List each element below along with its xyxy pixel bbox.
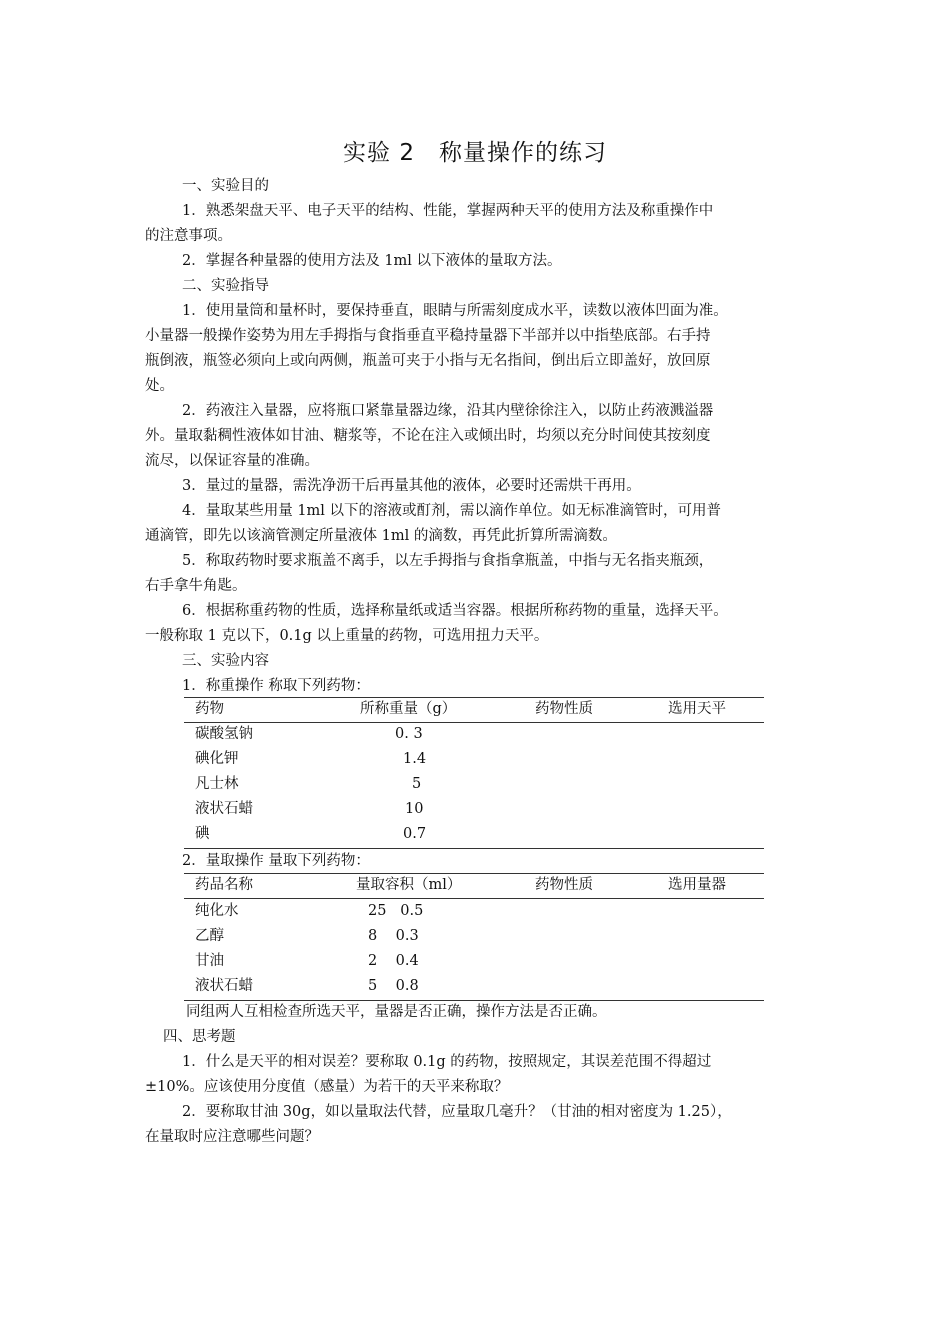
- text-line: 瓶倒液，瓶签必须向上或向两侧，瓶盖可夹于小指与无名指间，倒出后立即盖好，放回原: [145, 353, 711, 369]
- table-header-cell: 选用量器: [668, 877, 726, 893]
- table-cell: 碘化钾: [195, 751, 239, 767]
- section-heading-content: 三、实验内容: [182, 653, 269, 669]
- table-cell: 10: [405, 801, 424, 817]
- text-line: 在量取时应注意哪些问题？: [145, 1129, 319, 1145]
- page-title: 实验 2 称量操作的练习: [343, 140, 607, 166]
- table-header-cell: 选用天平: [668, 701, 726, 717]
- paragraph: [145, 199, 820, 249]
- text-line: 5．称取药物时要求瓶盖不离手，以左手拇指与食指拿瓶盖，中指与无名指夹瓶颈，: [182, 553, 714, 569]
- table-header-cell: 药物性质: [535, 701, 593, 717]
- table-cell: 0. 3: [395, 726, 423, 742]
- text-line: 1．什么是天平的相对误差？要称取 0.1g 的药物，按照规定，其误差范围不得超过: [182, 1054, 712, 1070]
- table-cell: 液状石蜡: [195, 801, 253, 817]
- table-cell: 碳酸氢钠: [195, 726, 253, 742]
- paragraph: [145, 1100, 820, 1150]
- text-line: 2．要称取甘油 30g，如以量取法代替，应量取几毫升？（甘油的相对密度为 1.25），: [182, 1104, 732, 1120]
- text-line: 2．掌握各种量器的使用方法及 1ml 以下液体的量取方法。: [182, 253, 562, 269]
- section-heading-questions: 四、思考题: [163, 1029, 236, 1045]
- text-line: 1．使用量筒和量杯时，要保持垂直，眼睛与所需刻度成水平，读数以液体凹面为准。: [182, 303, 728, 319]
- paragraph: [145, 249, 820, 274]
- table-cell: 凡士林: [195, 776, 239, 792]
- table-note: 同组两人互相检查所选天平，量器是否正确，操作方法是否正确。: [186, 1004, 607, 1020]
- text-line: 外。量取黏稠性液体如甘油、糖浆等，不论在注入或倾出时，均须以充分时间使其按刻度: [145, 428, 711, 444]
- text-line: 3．量过的量器，需洗净沥干后再量其他的液体，必要时还需烘干再用。: [182, 478, 641, 494]
- text-line: 处。: [145, 378, 174, 394]
- measuring-table: [184, 873, 764, 1001]
- table-cell: 8 0.3: [368, 928, 419, 944]
- section-heading-guidance: 二、实验指导: [182, 278, 269, 294]
- table-header-cell: 药物: [195, 701, 224, 717]
- table-header-cell: 药品名称: [195, 877, 253, 893]
- paragraph: [145, 599, 820, 649]
- table-header-cell: 药物性质: [535, 877, 593, 893]
- paragraph: [145, 499, 820, 549]
- text-line: 小量器一般操作姿势为用左手拇指与食指垂直平稳持量器下半部并以中指垫底部。右手持: [145, 328, 711, 344]
- table-cell: 2 0.4: [368, 953, 419, 969]
- text-line: 1．熟悉架盘天平、电子天平的结构、性能，掌握两种天平的使用方法及称重操作中: [182, 203, 714, 219]
- table-cell: 纯化水: [195, 903, 239, 919]
- text-line: 6．根据称重药物的性质，选择称量纸或适当容器。根据所称药物的重量，选择天平。: [182, 603, 728, 619]
- text-line: 2．药液注入量器，应将瓶口紧靠量器边缘，沿其内壁徐徐注入，以防止药液溅溢器: [182, 403, 714, 419]
- table-rule: [184, 898, 764, 899]
- paragraph: [145, 299, 820, 399]
- table-header-cell: 量取容积（ml）: [356, 877, 462, 893]
- text-line: 通滴管，即先以该滴管测定所量液体 1ml 的滴数，再凭此折算所需滴数。: [145, 528, 617, 544]
- table-caption: 2．量取操作 量取下列药物：: [182, 853, 370, 869]
- text-line: 流尽，以保证容量的准确。: [145, 453, 319, 469]
- paragraph: [145, 549, 820, 599]
- table-cell: 1.4: [403, 751, 427, 767]
- table-cell: 25 0.5: [368, 903, 424, 919]
- table-cell: 碘: [195, 826, 210, 842]
- text-line: 一般称取 1 克以下，0.1g 以上重量的药物，可选用扭力天平。: [145, 628, 549, 644]
- table-header-cell: 所称重量（g）: [360, 701, 457, 717]
- paragraph: [145, 399, 820, 474]
- section-heading-purpose: 一、实验目的: [182, 178, 269, 194]
- paragraph: [145, 474, 820, 499]
- weighing-table: [184, 697, 764, 849]
- table-cell: 甘油: [195, 953, 224, 969]
- table-cell: 乙醇: [195, 928, 224, 944]
- table-cell: 5: [412, 776, 422, 792]
- table-cell: 5 0.8: [368, 978, 419, 994]
- table-rule: [184, 722, 764, 723]
- table-cell: 液状石蜡: [195, 978, 253, 994]
- table-caption: 1．称重操作 称取下列药物：: [182, 678, 370, 694]
- text-line: 的注意事项。: [145, 228, 232, 244]
- paragraph: [145, 1050, 820, 1100]
- text-line: ±10%。应该使用分度值（感量）为若干的天平来称取？: [145, 1079, 509, 1095]
- text-line: 右手拿牛角匙。: [145, 578, 247, 594]
- text-line: 4．量取某些用量 1ml 以下的溶液或酊剂，需以滴作单位。如无标准滴管时，可用普: [182, 503, 722, 519]
- table-cell: 0.7: [403, 826, 427, 842]
